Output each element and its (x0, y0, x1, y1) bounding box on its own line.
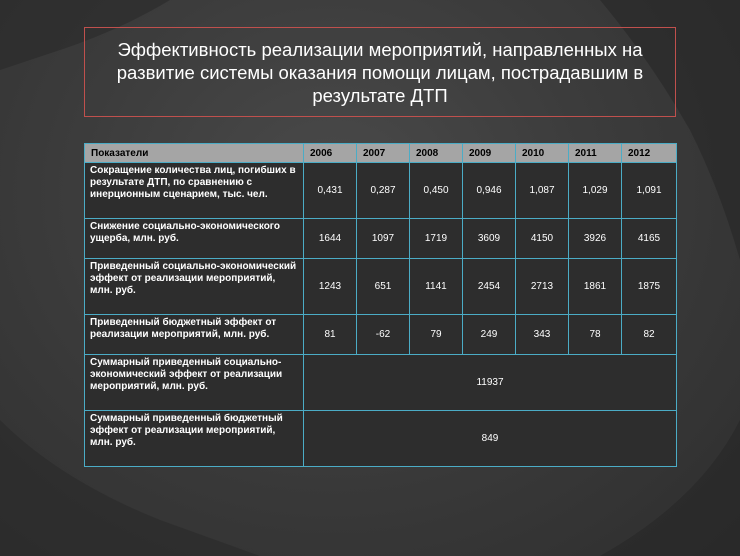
header-cell: 2008 (410, 144, 463, 163)
header-cell: 2009 (463, 144, 516, 163)
header-cell: 2011 (569, 144, 622, 163)
table-row (85, 259, 677, 315)
row-label: Суммарный приведенный бюджетный эффект от реализации мероприятий, млн. руб. (85, 411, 304, 467)
value-cell: 1,091 (622, 163, 677, 219)
indicators-table (84, 143, 677, 467)
value-cell: 343 (516, 315, 569, 355)
value-cell: 3926 (569, 219, 622, 259)
value-cell: 2713 (516, 259, 569, 315)
value-cell: 651 (357, 259, 410, 315)
value-cell: 249 (463, 315, 516, 355)
summary-value-cell: 11937 (304, 355, 677, 411)
row-label: Сокращение количества лиц, погибших в результате ДТП, по сравнению с инерционным сценарием, тыс. чел. (85, 163, 304, 219)
row-label: Суммарный приведенный социально-экономический эффект от реализации мероприятий, млн. руб. (85, 355, 304, 411)
value-cell: 4165 (622, 219, 677, 259)
value-cell: 78 (569, 315, 622, 355)
value-cell: 79 (410, 315, 463, 355)
value-cell: 4150 (516, 219, 569, 259)
value-cell: 1644 (304, 219, 357, 259)
value-cell: 1243 (304, 259, 357, 315)
row-label: Приведенный бюджетный эффект от реализации мероприятий, млн. руб. (85, 315, 304, 355)
header-cell: Показатели (85, 144, 304, 163)
row-label: Приведенный социально-экономический эффект от реализации мероприятий, млн. руб. (85, 259, 304, 315)
slide-title: Эффективность реализации мероприятий, направленных на развитие системы оказания помощи лицам, пострадавшим в результате ДТП (116, 38, 644, 106)
value-cell: 0,946 (463, 163, 516, 219)
table-row (85, 315, 677, 355)
header-cell: 2010 (516, 144, 569, 163)
value-cell: 82 (622, 315, 677, 355)
header-cell: 2007 (357, 144, 410, 163)
value-cell: 1,029 (569, 163, 622, 219)
value-cell: 0,450 (410, 163, 463, 219)
value-cell: 1861 (569, 259, 622, 315)
value-cell: 3609 (463, 219, 516, 259)
header-cell: 2006 (304, 144, 357, 163)
header-cell: 2012 (622, 144, 677, 163)
value-cell: 1875 (622, 259, 677, 315)
row-label: Снижение социально-экономического ущерба, млн. руб. (85, 219, 304, 259)
slide-title-box (84, 27, 676, 117)
value-cell: 1,087 (516, 163, 569, 219)
value-cell: 1719 (410, 219, 463, 259)
value-cell: 0,431 (304, 163, 357, 219)
table-row (85, 163, 677, 219)
value-cell: 81 (304, 315, 357, 355)
table-header-row (85, 144, 677, 163)
value-cell: 1141 (410, 259, 463, 315)
table-row (85, 219, 677, 259)
value-cell: 1097 (357, 219, 410, 259)
value-cell: 2454 (463, 259, 516, 315)
summary-value-cell: 849 (304, 411, 677, 467)
value-cell: 0,287 (357, 163, 410, 219)
table-summary-row (85, 411, 677, 467)
value-cell: -62 (357, 315, 410, 355)
table-summary-row (85, 355, 677, 411)
